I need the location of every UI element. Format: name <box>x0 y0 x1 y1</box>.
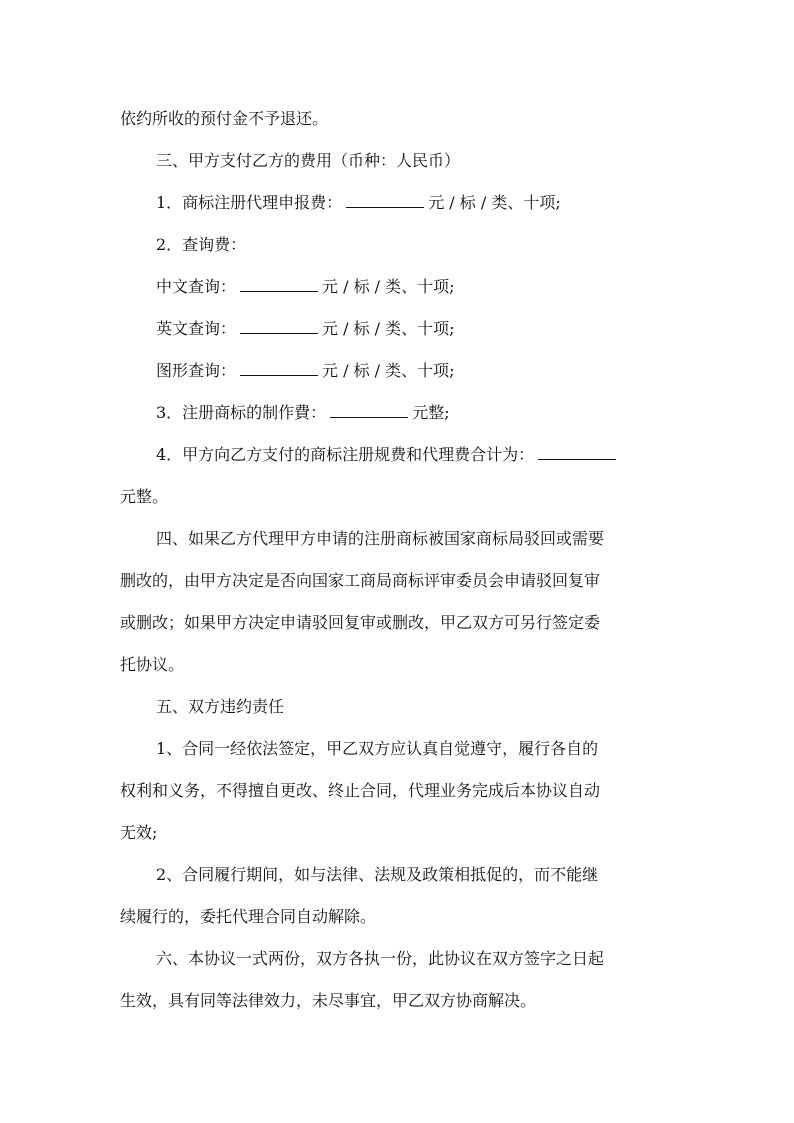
line-text: 托协议。 <box>120 655 185 674</box>
line-text: 元整。 <box>120 487 169 506</box>
line-text: 依约所收的预付金不予退还。 <box>120 109 329 128</box>
fee-subitem-english-search <box>156 316 455 339</box>
section-four-line <box>120 610 600 633</box>
liability-item-1-line <box>120 820 157 843</box>
liability-item-2-line <box>156 862 598 885</box>
fee-item-search <box>156 232 246 255</box>
section-four-line <box>120 652 184 675</box>
fill-in-blank[interactable] <box>538 458 616 460</box>
fee-subitem-graphic-search <box>156 358 455 381</box>
line-text: 元 / 标 / 类、十项; <box>322 277 455 296</box>
liability-item-2-line <box>120 904 376 927</box>
fee-item-production <box>156 400 450 423</box>
section-heading-liability <box>156 694 284 717</box>
line-text: 删改的，由甲方决定是否向国家工商局商标评审委员会申请驳回复审 <box>120 571 601 590</box>
section-four-line <box>156 526 604 549</box>
section-heading-fees <box>156 148 460 171</box>
line-text: 英文查询： <box>156 319 237 338</box>
line-text: 3．注册商标的制作費： <box>156 403 327 422</box>
line-text: 4．甲方向乙方支付的商标注册规费和代理费合计为： <box>156 445 535 464</box>
line-text: 无效; <box>120 823 158 842</box>
fill-in-blank[interactable] <box>240 374 318 376</box>
paragraph-line <box>120 106 328 129</box>
section-six-line <box>156 946 604 969</box>
liability-item-1-line <box>156 736 598 759</box>
line-text: 权利和义务，不得擅自更改、终止合同，代理业务完成后本协议自动 <box>120 781 601 800</box>
line-text: 1．商标注册代理申报费： <box>156 193 343 212</box>
fill-in-blank[interactable] <box>240 332 318 334</box>
section-six-line <box>120 988 536 1011</box>
fee-item-registration <box>156 190 561 213</box>
fill-in-blank[interactable] <box>346 206 424 208</box>
line-text: 1、合同一经依法签定，甲乙双方应认真自觉遵守，履行各自的 <box>156 739 599 758</box>
line-text: 元整; <box>412 403 450 422</box>
line-text: 2、合同履行期间，如与法律、法规及政策相抵促的，而不能继 <box>156 865 599 884</box>
fee-item-total <box>156 442 620 465</box>
fill-in-blank[interactable] <box>330 416 408 418</box>
line-text: 元 / 标 / 类、十项; <box>428 193 561 212</box>
fee-subitem-chinese-search <box>156 274 455 297</box>
line-text: 图形查询： <box>156 361 237 380</box>
line-text: 或删改；如果甲方决定申请驳回复审或删改，甲乙双方可另行签定委 <box>120 613 601 632</box>
line-text: 六、本协议一式两份，双方各执一份，此协议在双方签字之日起 <box>156 949 605 968</box>
line-text: 元 / 标 / 类、十项; <box>322 361 455 380</box>
line-text: 四、如果乙方代理甲方申请的注册商标被国家商标局驳回或需要 <box>156 529 605 548</box>
line-text: 2．查询费： <box>156 235 247 254</box>
line-text: 生效，具有同等法律效力，未尽事宜，甲乙双方协商解决。 <box>120 991 537 1010</box>
paragraph-line <box>120 484 168 507</box>
line-text: 续履行的，委托代理合同自动解除。 <box>120 907 377 926</box>
line-text: 五、双方违约责任 <box>156 697 285 716</box>
liability-item-1-line <box>120 778 600 801</box>
line-text: 三、甲方支付乙方的费用（币种：人民币） <box>156 151 461 170</box>
line-text: 元 / 标 / 类、十项; <box>322 319 455 338</box>
line-text: 中文查询： <box>156 277 237 296</box>
section-four-line <box>120 568 600 591</box>
fill-in-blank[interactable] <box>240 290 318 292</box>
